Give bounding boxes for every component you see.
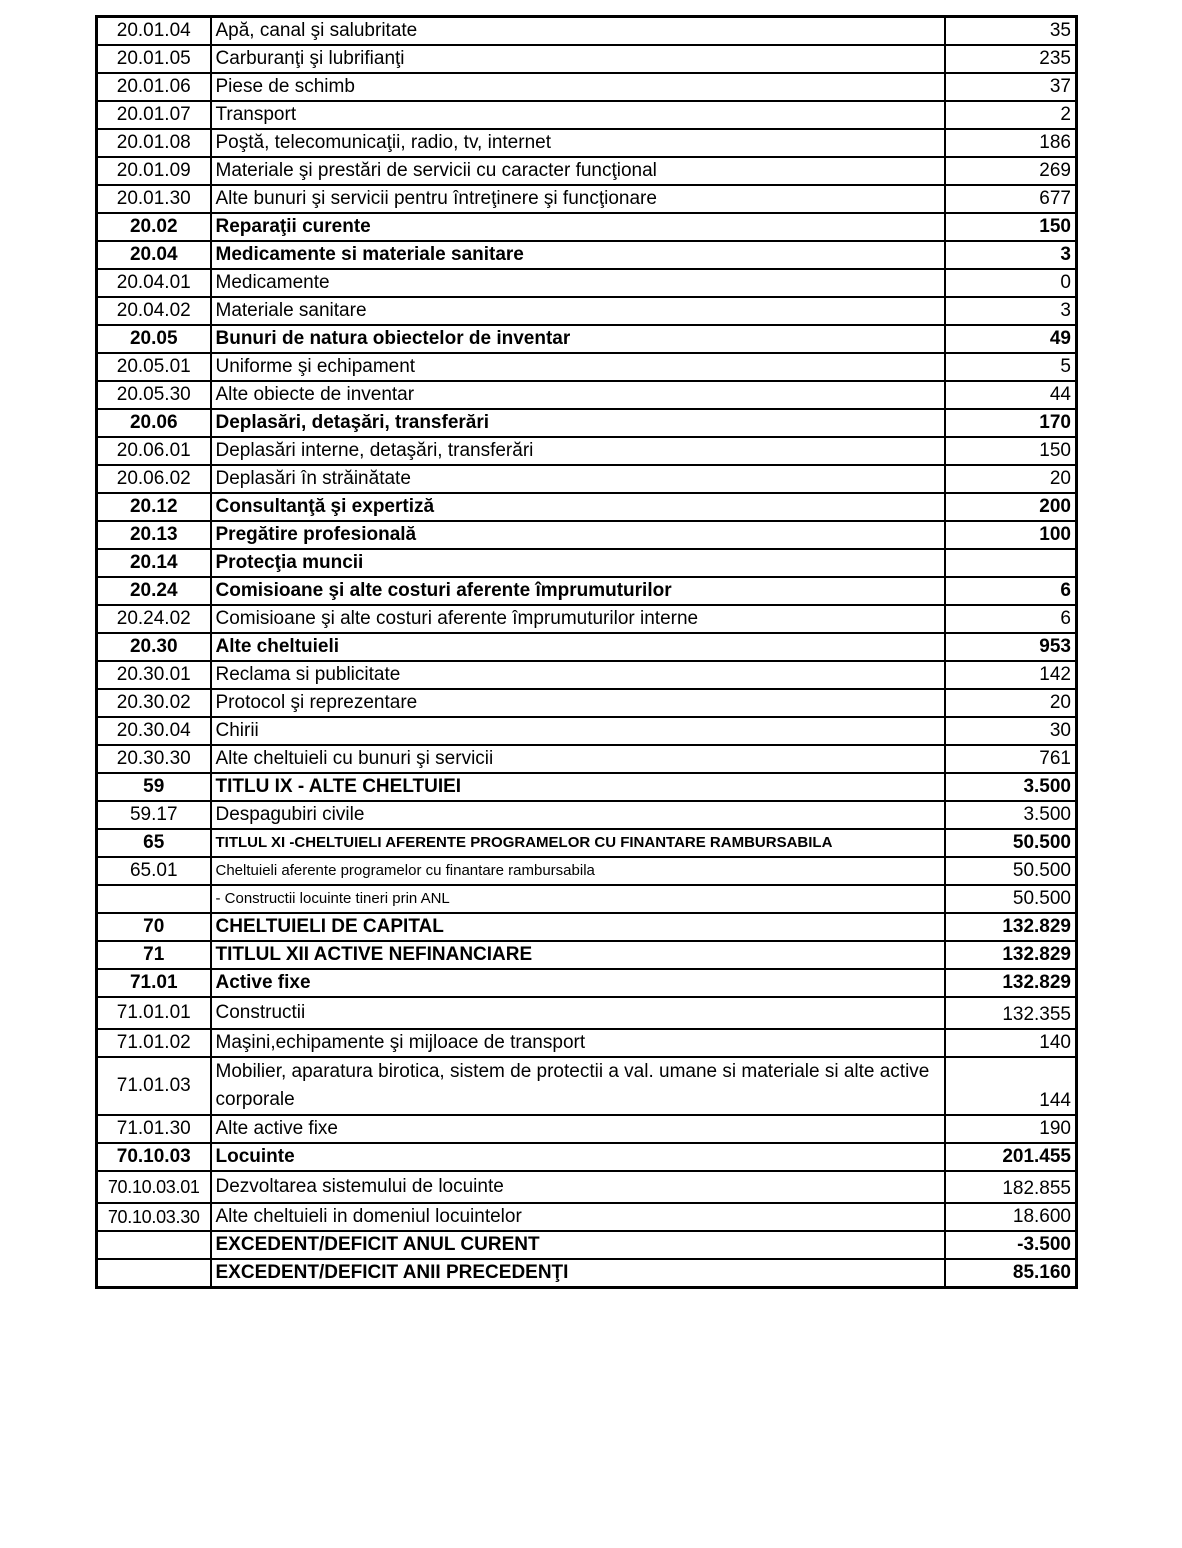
budget-description-cell: Materiale sanitare [211,297,945,325]
budget-code-cell: 20.30.01 [97,661,211,689]
budget-value-cell: 100 [945,521,1077,549]
budget-value-cell: 0 [945,269,1077,297]
budget-code-cell: 20.01.06 [97,73,211,101]
budget-value-cell: 269 [945,157,1077,185]
budget-value-cell: 50.500 [945,857,1077,885]
budget-description-cell: TITLUL XII ACTIVE NEFINANCIARE [211,941,945,969]
table-row [97,381,1077,409]
budget-description-cell: Bunuri de natura obiectelor de inventar [211,325,945,353]
budget-code-cell: 20.06 [97,409,211,437]
budget-code-cell: 20.14 [97,549,211,577]
budget-code-cell: 20.05.01 [97,353,211,381]
budget-code-cell: 20.01.30 [97,185,211,213]
budget-value-cell: 3.500 [945,801,1077,829]
budget-description-cell: Despagubiri civile [211,801,945,829]
budget-code-cell: 20.24 [97,577,211,605]
table-row [97,773,1077,801]
budget-value-cell: 132.829 [945,913,1077,941]
budget-description-cell: Deplasări interne, detaşări, transferări [211,437,945,465]
budget-code-cell: 20.01.07 [97,101,211,129]
budget-description-cell: Mobilier, aparatura birotica, sistem de protectii a val. umane si materiale si alte active corporale [211,1057,945,1115]
budget-description-cell: Deplasări, detaşări, transferări [211,409,945,437]
budget-description-cell: Alte cheltuieli cu bunuri şi servicii [211,745,945,773]
table-row [97,241,1077,269]
budget-description-cell: Apă, canal şi salubritate [211,17,945,46]
budget-value-cell: 182.855 [945,1171,1077,1203]
budget-description-cell: Medicamente si materiale sanitare [211,241,945,269]
table-row [97,157,1077,185]
budget-value-cell: 150 [945,437,1077,465]
table-row [97,129,1077,157]
budget-code-cell: 20.02 [97,213,211,241]
budget-code-cell: 20.05.30 [97,381,211,409]
table-row [97,1231,1077,1259]
budget-description-cell: Alte active fixe [211,1115,945,1143]
budget-value-cell: 20 [945,689,1077,717]
budget-code-cell: 20.13 [97,521,211,549]
table-row [97,1143,1077,1171]
table-row [97,17,1077,46]
budget-description-cell: Reclama si publicitate [211,661,945,689]
table-row [97,185,1077,213]
budget-code-cell: 20.30.02 [97,689,211,717]
budget-description-cell: Comisioane şi alte costuri aferente împrumuturilor interne [211,605,945,633]
budget-code-cell: 71.01.03 [97,1057,211,1115]
budget-description-cell: Alte cheltuieli [211,633,945,661]
table-row [97,493,1077,521]
budget-code-cell: 20.01.08 [97,129,211,157]
budget-value-cell: 18.600 [945,1203,1077,1231]
budget-value-cell: 142 [945,661,1077,689]
budget-code-cell: 20.30.30 [97,745,211,773]
budget-description-cell: Reparaţii curente [211,213,945,241]
budget-description-cell: Alte bunuri şi servicii pentru întreţinere şi funcţionare [211,185,945,213]
budget-value-cell: 144 [945,1057,1077,1115]
table-row [97,801,1077,829]
budget-description-cell: Alte obiecte de inventar [211,381,945,409]
budget-value-cell: 3.500 [945,773,1077,801]
budget-value-cell: 2 [945,101,1077,129]
budget-description-cell: Cheltuieli aferente programelor cu finantare rambursabila [211,857,945,885]
table-row [97,969,1077,997]
budget-value-cell: 6 [945,605,1077,633]
table-row [97,857,1077,885]
budget-code-cell: 20.04 [97,241,211,269]
budget-value-cell: 140 [945,1029,1077,1057]
budget-code-cell: 20.06.01 [97,437,211,465]
budget-value-cell: 761 [945,745,1077,773]
table-row [97,409,1077,437]
budget-value-cell: 6 [945,577,1077,605]
table-row [97,549,1077,577]
budget-value-cell: 5 [945,353,1077,381]
table-row [97,661,1077,689]
budget-description-cell: Poştă, telecomunicaţii, radio, tv, internet [211,129,945,157]
budget-description-cell: Piese de schimb [211,73,945,101]
budget-value-cell: 953 [945,633,1077,661]
budget-value-cell: 132.829 [945,941,1077,969]
budget-value-cell: 49 [945,325,1077,353]
table-row [97,997,1077,1029]
budget-description-cell: Active fixe [211,969,945,997]
table-row [97,941,1077,969]
budget-description-cell: EXCEDENT/DEFICIT ANUL CURENT [211,1231,945,1259]
budget-description-cell: Uniforme şi echipament [211,353,945,381]
budget-value-cell: 50.500 [945,885,1077,913]
budget-value-cell: 20 [945,465,1077,493]
budget-description-cell: Transport [211,101,945,129]
budget-code-cell: 70.10.03.30 [97,1203,211,1231]
table-row [97,605,1077,633]
table-row [97,1029,1077,1057]
budget-value-cell [945,549,1077,577]
budget-description-cell: TITLU IX - ALTE CHELTUIEI [211,773,945,801]
budget-description-cell: Maşini,echipamente şi mijloace de transport [211,1029,945,1057]
budget-code-cell: 71 [97,941,211,969]
budget-value-cell: 44 [945,381,1077,409]
budget-code-cell: 20.01.09 [97,157,211,185]
budget-value-cell: -3.500 [945,1231,1077,1259]
budget-code-cell: 65 [97,829,211,857]
table-row [97,633,1077,661]
budget-description-cell: - Constructii locuinte tineri prin ANL [211,885,945,913]
budget-code-cell: 20.04.01 [97,269,211,297]
budget-value-cell: 170 [945,409,1077,437]
table-row [97,213,1077,241]
budget-code-cell: 20.06.02 [97,465,211,493]
budget-code-cell: 65.01 [97,857,211,885]
budget-description-cell: TITLUL XI -CHELTUIELI AFERENTE PROGRAMELOR CU FINANTARE RAMBURSABILA [211,829,945,857]
table-row [97,437,1077,465]
budget-description-cell: Medicamente [211,269,945,297]
budget-value-cell: 677 [945,185,1077,213]
budget-code-cell: 71.01.30 [97,1115,211,1143]
table-row [97,745,1077,773]
budget-code-cell: 59.17 [97,801,211,829]
budget-value-cell: 50.500 [945,829,1077,857]
table-row [97,689,1077,717]
budget-code-cell: 70.10.03.01 [97,1171,211,1203]
table-row [97,577,1077,605]
budget-description-cell: Dezvoltarea sistemului de locuinte [211,1171,945,1203]
budget-table [95,15,1078,1289]
budget-value-cell: 150 [945,213,1077,241]
budget-value-cell: 85.160 [945,1259,1077,1288]
budget-description-cell: Protecţia muncii [211,549,945,577]
budget-description-cell: EXCEDENT/DEFICIT ANII PRECEDENŢI [211,1259,945,1288]
table-row [97,1171,1077,1203]
budget-description-cell: Pregătire profesională [211,521,945,549]
budget-code-cell [97,1231,211,1259]
table-row [97,1203,1077,1231]
table-row [97,73,1077,101]
budget-value-cell: 186 [945,129,1077,157]
table-row [97,465,1077,493]
budget-code-cell: 20.01.04 [97,17,211,46]
budget-value-cell: 235 [945,45,1077,73]
budget-description-cell: Carburanţi şi lubrifianţi [211,45,945,73]
budget-description-cell: Constructii [211,997,945,1029]
budget-code-cell: 20.30 [97,633,211,661]
budget-description-cell: Locuinte [211,1143,945,1171]
budget-value-cell: 3 [945,241,1077,269]
budget-value-cell: 35 [945,17,1077,46]
table-row [97,45,1077,73]
table-row [97,297,1077,325]
budget-value-cell: 190 [945,1115,1077,1143]
budget-value-cell: 132.829 [945,969,1077,997]
table-row [97,1057,1077,1115]
budget-description-cell: Alte cheltuieli in domeniul locuintelor [211,1203,945,1231]
budget-code-cell [97,885,211,913]
table-row [97,353,1077,381]
budget-code-cell [97,1259,211,1288]
budget-code-cell: 20.30.04 [97,717,211,745]
budget-value-cell: 132.355 [945,997,1077,1029]
budget-description-cell: Consultanţă şi expertiză [211,493,945,521]
budget-description-cell: CHELTUIELI DE CAPITAL [211,913,945,941]
table-row [97,269,1077,297]
budget-code-cell: 71.01.02 [97,1029,211,1057]
table-row [97,1115,1077,1143]
budget-description-cell: Materiale şi prestări de servicii cu caracter funcţional [211,157,945,185]
budget-code-cell: 71.01.01 [97,997,211,1029]
budget-value-cell: 201.455 [945,1143,1077,1171]
table-row [97,521,1077,549]
budget-description-cell: Comisioane şi alte costuri aferente împrumuturilor [211,577,945,605]
budget-code-cell: 20.12 [97,493,211,521]
budget-value-cell: 200 [945,493,1077,521]
budget-value-cell: 37 [945,73,1077,101]
table-row [97,101,1077,129]
budget-description-cell: Protocol şi reprezentare [211,689,945,717]
table-row [97,829,1077,857]
table-row [97,885,1077,913]
table-row [97,325,1077,353]
budget-code-cell: 70 [97,913,211,941]
budget-code-cell: 70.10.03 [97,1143,211,1171]
budget-code-cell: 71.01 [97,969,211,997]
budget-description-cell: Chirii [211,717,945,745]
budget-table-body [97,17,1077,1288]
table-row [97,913,1077,941]
table-row [97,1259,1077,1288]
budget-code-cell: 20.04.02 [97,297,211,325]
budget-code-cell: 20.05 [97,325,211,353]
budget-code-cell: 20.24.02 [97,605,211,633]
budget-code-cell: 20.01.05 [97,45,211,73]
budget-code-cell: 59 [97,773,211,801]
budget-value-cell: 3 [945,297,1077,325]
budget-value-cell: 30 [945,717,1077,745]
budget-description-cell: Deplasări în străinătate [211,465,945,493]
table-row [97,717,1077,745]
